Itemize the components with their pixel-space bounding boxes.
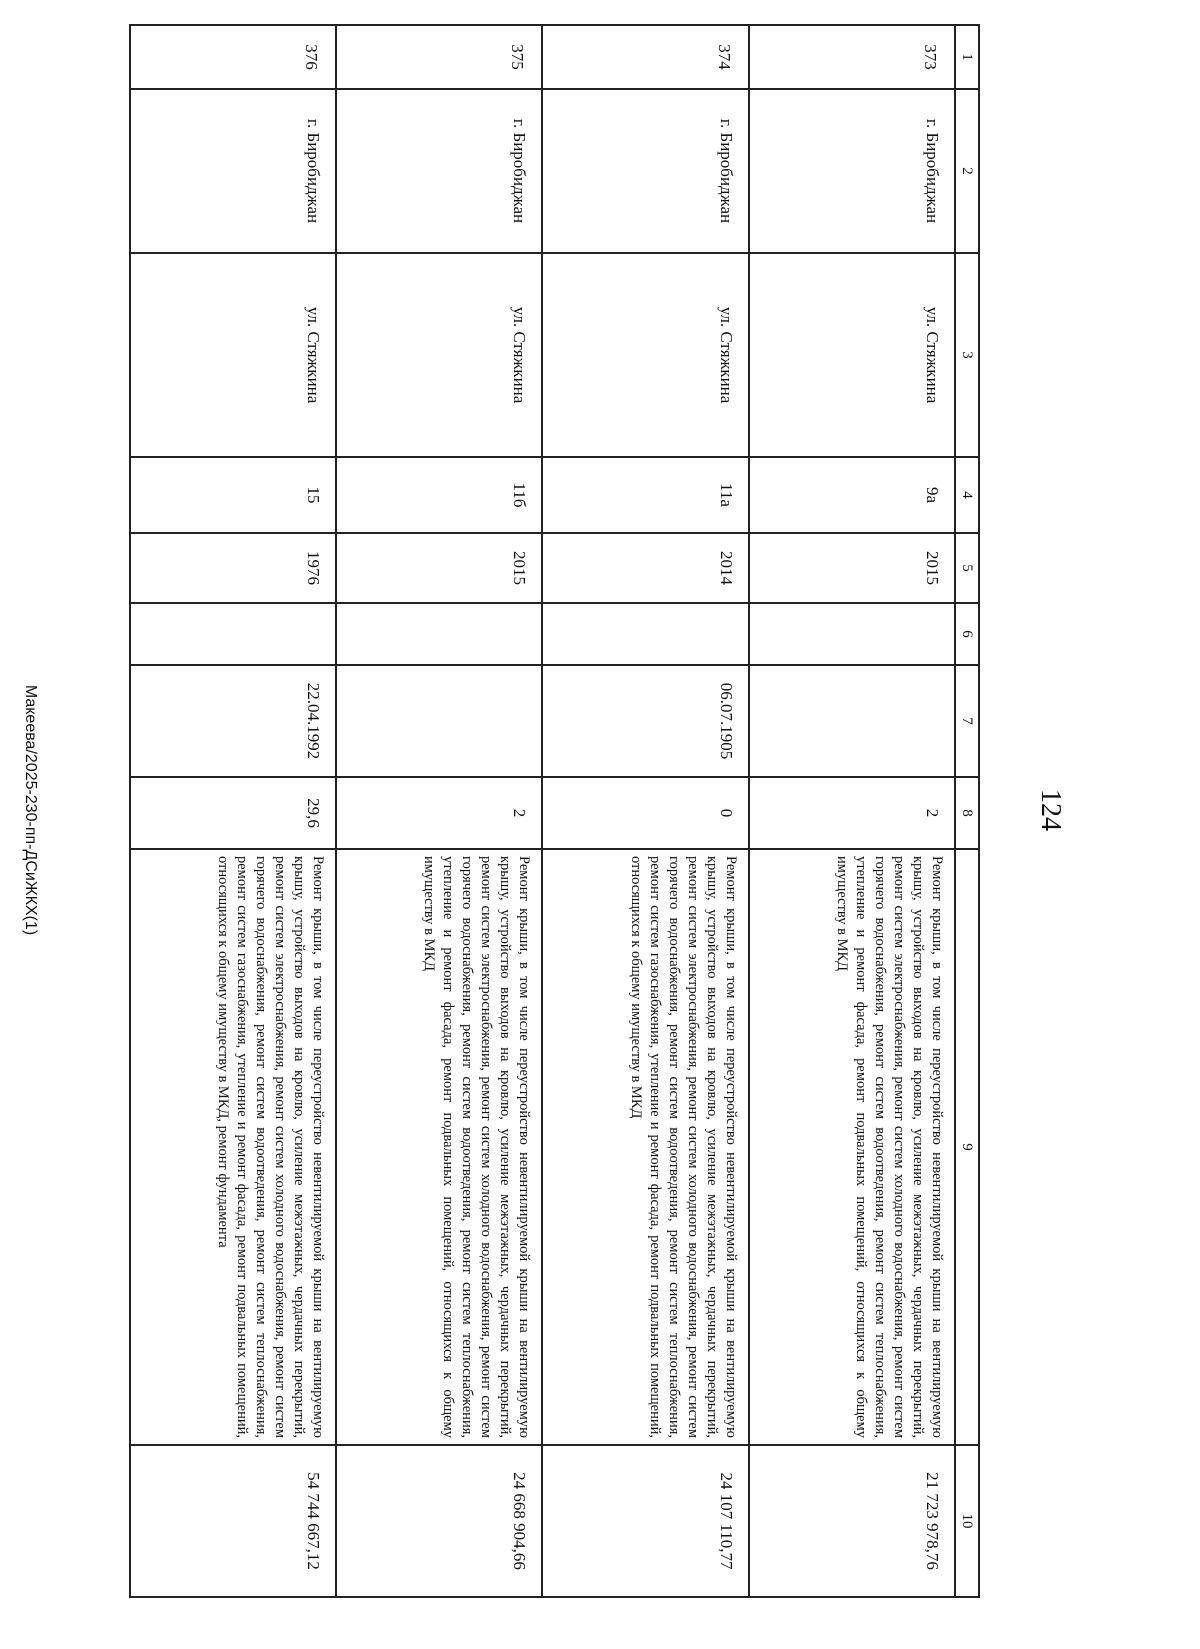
header-cell: 2 xyxy=(955,89,979,253)
table-row xyxy=(130,25,336,1597)
street-cell: ул. Стяжкина xyxy=(130,253,336,457)
table-row xyxy=(543,25,749,1597)
house-cell: 11а xyxy=(543,457,749,533)
year-cell: 2015 xyxy=(336,533,542,603)
year-cell: 1976 xyxy=(130,533,336,603)
city-cell: г. Биробиджан xyxy=(336,89,542,253)
row-number: 374 xyxy=(543,25,749,89)
street-cell: ул. Стяжкина xyxy=(336,253,542,457)
document-footer-code: Макеева/2025-230-пп-ДСиЖКХ(1) xyxy=(22,684,39,936)
city-cell: г. Биробиджан xyxy=(543,89,749,253)
header-cell: 1 xyxy=(955,25,979,89)
register-table xyxy=(129,24,980,1598)
work-description-cell: Ремонт крыши, в том числе переустройство невентилируемой крыши на вентилируемую крышу, устройство выходов на кровлю, усиление межэтажных, чердачных перекрытий, ремонт систем электроснабжения, ремонт систем холодного водоснабжения, ремонт систем горячего водоснабжения, ремонт систем водоотведения, ремонт систем теплоснабжения, утепление и ремонт фасада, ремонт подвальных помещений, относящихся к общему имуществу в МКД xyxy=(336,849,542,1445)
header-cell: 4 xyxy=(955,457,979,533)
date-cell xyxy=(336,665,542,777)
work-description-cell: Ремонт крыши, в том числе переустройство невентилируемой крыши на вентилируемую крышу, устройство выходов на кровлю, усиление межэтажных, чердачных перекрытий, ремонт систем электроснабжения, ремонт систем холодного водоснабжения, ремонт систем горячего водоснабжения, ремонт систем водоотведения, ремонт систем теплоснабжения, ремонт систем газоснабжения, утепление и ремонт фасада, ремонт подвальных помещений, относящихся к общему имуществу в МКД, ремонт фундамента xyxy=(130,849,336,1445)
header-cell: 8 xyxy=(955,777,979,849)
house-cell: 9а xyxy=(749,457,955,533)
col8-cell: 0 xyxy=(543,777,749,849)
header-cell: 6 xyxy=(955,603,979,665)
header-cell: 7 xyxy=(955,665,979,777)
date-cell: 22.04.1992 xyxy=(130,665,336,777)
date-cell xyxy=(749,665,955,777)
header-cell: 3 xyxy=(955,253,979,457)
city-cell: г. Биробиджан xyxy=(749,89,955,253)
date-cell: 06.07.1905 xyxy=(543,665,749,777)
col6-cell xyxy=(543,603,749,665)
city-cell: г. Биробиджан xyxy=(130,89,336,253)
year-cell: 2014 xyxy=(543,533,749,603)
table-row xyxy=(336,25,542,1597)
cost-cell: 54 744 667,12 xyxy=(130,1445,336,1597)
row-number: 373 xyxy=(749,25,955,89)
header-cell: 5 xyxy=(955,533,979,603)
col8-cell: 29,6 xyxy=(130,777,336,849)
cost-cell: 21 723 978,76 xyxy=(749,1445,955,1597)
cost-cell: 24 668 904,66 xyxy=(336,1445,542,1597)
street-cell: ул. Стяжкина xyxy=(543,253,749,457)
table-row xyxy=(749,25,955,1597)
header-cell: 9 xyxy=(955,849,979,1445)
cost-cell: 24 107 110,77 xyxy=(543,1445,749,1597)
work-description-cell: Ремонт крыши, в том числе переустройство невентилируемой крыши на вентилируемую крышу, устройство выходов на кровлю, усиление межэтажных, чердачных перекрытий, ремонт систем электроснабжения, ремонт систем холодного водоснабжения, ремонт систем горячего водоснабжения, ремонт систем водоотведения, ремонт систем теплоснабжения, утепление и ремонт фасада, ремонт подвальных помещений, относящихся к общему имуществу в МКД xyxy=(749,849,955,1445)
header-cell: 10 xyxy=(955,1445,979,1597)
house-cell: 15 xyxy=(130,457,336,533)
page-number: 124 xyxy=(1035,789,1066,831)
col6-cell xyxy=(130,603,336,665)
col8-cell: 2 xyxy=(336,777,542,849)
work-description-cell: Ремонт крыши, в том числе переустройство невентилируемой крыши на вентилируемую крышу, устройство выходов на кровлю, усиление межэтажных, чердачных перекрытий, ремонт систем электроснабжения, ремонт систем холодного водоснабжения, ремонт систем горячего водоснабжения, ремонт систем водоотведения, ремонт систем теплоснабжения, ремонт систем газоснабжения, утепление и ремонт фасада, ремонт подвальных помещений, относящихся к общему имуществу в МКД xyxy=(543,849,749,1445)
header-row xyxy=(955,25,979,1597)
house-cell: 11б xyxy=(336,457,542,533)
street-cell: ул. Стяжкина xyxy=(749,253,955,457)
col6-cell xyxy=(749,603,955,665)
row-number: 375 xyxy=(336,25,542,89)
row-number: 376 xyxy=(130,25,336,89)
year-cell: 2015 xyxy=(749,533,955,603)
col8-cell: 2 xyxy=(749,777,955,849)
col6-cell xyxy=(336,603,542,665)
